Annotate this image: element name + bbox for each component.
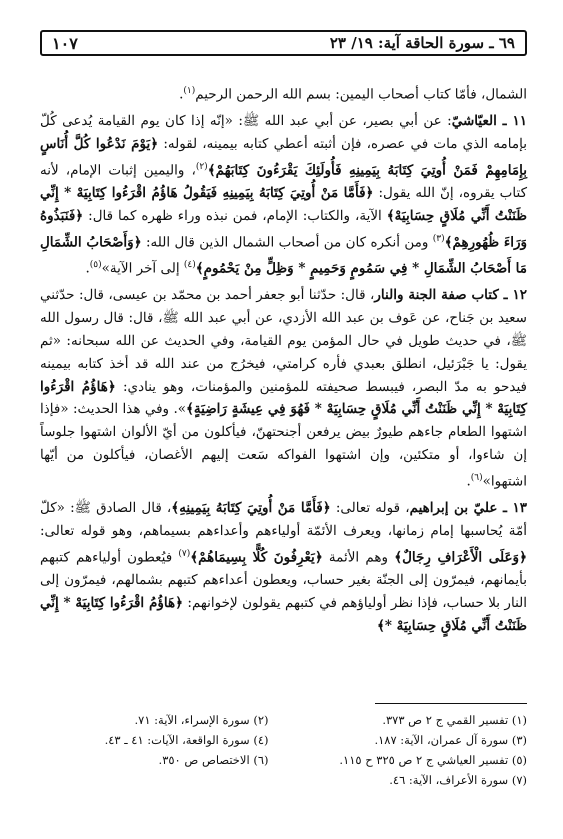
footnote-ref: (٤) <box>183 260 196 271</box>
text-run: الشمال، فأمّا كتاب أصحاب اليمين: بسم الله الرحمن الرحيم <box>195 86 527 103</box>
footnote-item: (٥) تفسير العياشي ج ٢ ص ٣٢٥ ح ١١٥. <box>339 753 527 767</box>
text-run: ، قوله تعالى: <box>330 500 410 517</box>
footnote-item: (٤) سورة الواقعة، الآيات: ٤١ ـ ٤٣. <box>104 733 269 747</box>
text-run: الآية، والكتاب: الإمام، فمن نبذه وراء ظهره كما قال: <box>83 207 387 224</box>
quran-verse: ﴿هَاؤُمُ اقْرَءُوا كِتَابِيَهْ * إِنِّي ظَنَنْتُ أَنِّي مُلَاقٍ حِسَابِيَهْ *﴾ <box>40 594 527 634</box>
text-run: ومن أنكره كان من أصحاب الشمال الذين قال الله: <box>141 234 433 251</box>
footnote-item: (٧) سورة الأعراف، الآية: ٤٦. <box>389 773 527 787</box>
footnote-ref: (٧) <box>178 548 191 559</box>
footnote-divider <box>375 703 527 704</box>
text-run: إلى آخر الآية» <box>101 260 184 277</box>
footnote-ref: (٦) <box>470 472 483 483</box>
text-run: ، واليمين إثبات الإمام، لأنه كتاب يقروه، إنّ الله يقول: <box>40 162 528 202</box>
text-run: ». وفي هذا الحديث: «فإذا اشتهوا الطعام جاءهم طيورٌ بيض يرفعن أجنحتهنّ، فيأكلون من أيّ الألوان اشتهوا جلوساً إن شاءوا، أو متكئين، وإن اشتهوا الفواكه سَعت إليهم الأغصان، فيأكلون من أيّها اشتهوا» <box>40 401 527 490</box>
text-run: ، قال الصادق ﷺ: «كلّ أمّة يُحاسبها إمام زمانها، ويعرف الأئمّة أولياءهم وأعداءهم بسيماهم، وهو قوله تعالى: <box>40 500 527 539</box>
paragraph-heading: ١١ ـ العيّاشيّ <box>451 113 528 130</box>
paragraph <box>40 284 527 493</box>
text-run: . <box>466 473 471 490</box>
text-run: ، قال: حدّثنا أبو جعفر أحمد بن محمّد بن عيسى، قال: حدّثني سعيد بن جَناح، عن عَوف بن عبد الله الأزدي، عن أبي عبد الله ﷺ، قال: قال رسول الله ﷺ، في حديث طويل في حال المؤمن يوم القيامة، وفي الحديث عن الله سبحانه: «ثم يقول: يا جَبْرَئيل، انطلق بعبدي فأره كرامتي، فيخرُج من عند الله قد أخذ كتابه بيمينه فيدحو به مدّ البصر، فيبسط صحيفته للمؤمنين والمؤمنات، وهو ينادي: <box>40 287 527 395</box>
text-run: . <box>179 86 184 103</box>
quran-verse: ﴿فَنَبَذُوهُ وَرَاءَ ظُهُورِهِمْ﴾ <box>40 207 528 251</box>
quran-verse: ﴿وَعَلَى الْأَعْرَافِ رِجَالٌ﴾ <box>394 549 527 566</box>
footnote-item: (٦) الاختصاص ص ٣٥٠. <box>158 753 269 767</box>
quran-verse: ﴿فَأَمَّا مَنْ أُوتِيَ كِتَابَهُ بِيَمِينِهِ فَيَقُولُ هَاؤُمُ اقْرَءُوا كِتَابِيَهْ * إِنِّي ظَنَنْتُ أَنِّي مُلَاقٍ حِسَابِيَهْ﴾ <box>40 185 528 224</box>
footnotes <box>40 712 527 788</box>
text-run: وهم الأئمة <box>322 549 395 566</box>
quran-verse: ﴿يَوْمَ نَدْعُوا كُلَّ أُنَاسٍ بِإِمَامِهِمْ فَمَنْ أُوتِيَ كِتَابَهُ بِيَمِينِهِ فَأُولَئِكَ يَقْرَءُونَ كِتَابَهُمْ﴾ <box>40 136 527 179</box>
footnote-item: (٢) سورة الإسراء، الآية: ٧١. <box>134 713 269 727</box>
quran-verse: ﴿هَاؤُمُ اقْرَءُوا كِتَابِيَهْ * إِنِّي ظَنَنْتُ أَنِّي مُلَاقٍ حِسَابِيَهْ * فَهُوَ فِي عِيشَةٍ رَاضِيَةٍ﴾ <box>40 378 527 418</box>
text-run: : عن أبي بصير، عن أبي عبد الله ﷺ: «إنّه إذا كان يوم القيامة يُدعى كُلّ بإمامه الذي مات في عصره، فإن أثبته أعطي كتابه بيمينه، لقوله: <box>40 113 527 153</box>
footnote-ref: (٢) <box>195 161 208 172</box>
footnote-ref: (١) <box>183 86 196 96</box>
page-number: ١٠٧ <box>52 33 78 53</box>
paragraph <box>40 497 527 637</box>
page-header <box>40 30 527 56</box>
quran-verse: ﴿فَأَمَّا مَنْ أُوتِيَ كِتَابَهُ بِيَمِينِهِ﴾ <box>171 500 331 517</box>
footnote-item: (٣) سورة آل عمران، الآية: ١٨٧. <box>374 733 527 747</box>
quran-verse: ﴿وَأَصْحَابُ الشِّمَالِ مَا أَصْحَابُ الشِّمَالِ * فِي سَمُومٍ وَحَمِيمٍ * وَظِلٍّ مِنْ يَحْمُومٍ﴾ <box>40 234 527 277</box>
footnote-ref: (٥) <box>89 260 102 271</box>
paragraph-heading: ١٢ ـ كتاب صفة الجنة والنار <box>374 287 527 304</box>
footnote-item: (١) تفسير القمي ج ٢ ص ٣٧٣. <box>382 713 527 727</box>
footnote-ref: (٣) <box>432 233 445 244</box>
text-run: . <box>85 260 90 277</box>
surah-title: ٦٩ ـ سورة الحاقة آية: ١٩/ ٢٣ <box>329 34 515 52</box>
text-run: فيُعطون أولياءهم كتبهم بأيمانهم، فيمرّون إلى الجنّة بغير حساب، ويعطون أعداءهم كتبهم بشمالهم، فيمرّون إلى النار بلا حساب، فإذا نظر أولياؤهم في كتبهم يقولون لإخوانهم: <box>40 549 528 611</box>
paragraph <box>40 80 527 106</box>
paragraph <box>40 110 527 280</box>
main-text <box>40 80 527 641</box>
quran-verse: ﴿يَعْرِفُونَ كُلًّا بِسِيمَاهُمْ﴾ <box>190 549 323 566</box>
paragraph-heading: ١٣ ـ عليّ بن إبراهيم <box>409 500 528 517</box>
